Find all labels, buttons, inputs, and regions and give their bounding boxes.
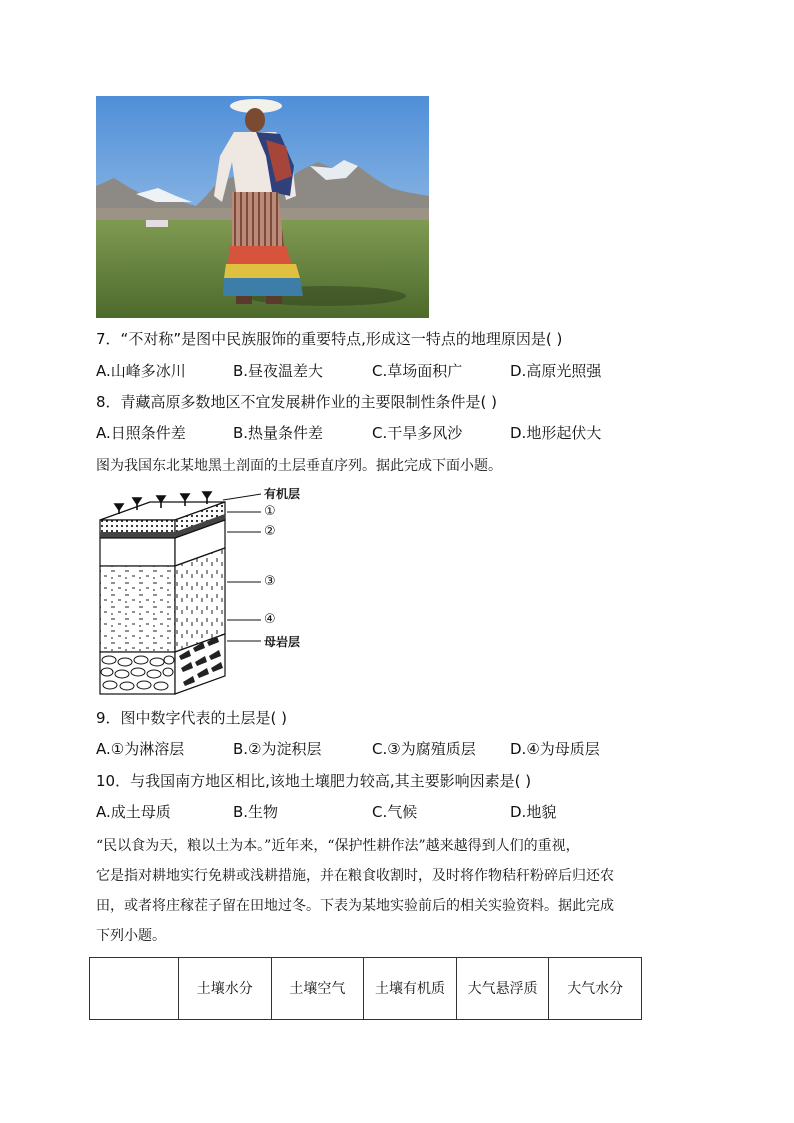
q10-option-d: D.地貌	[510, 803, 557, 821]
label-layer-2: ②	[264, 524, 276, 539]
tibetan-costume-photo	[96, 96, 429, 318]
label-layer-3: ③	[264, 574, 276, 589]
q10-option-c: C.气候	[372, 803, 418, 821]
passage-line-2: 它是指对耕地实行免耕或浅耕措施，并在粮食收割时，及时将作物秸秆粉碎后归还农	[96, 868, 614, 884]
soil-intro-text: 图为我国东北某地黑土剖面的土层垂直序列。据此完成下面小题。	[96, 458, 502, 474]
q8-option-b: B.热量条件差	[233, 424, 324, 442]
label-layer-1: ①	[264, 504, 276, 519]
label-layer-4: ④	[264, 612, 276, 627]
passage-line-1: “民以食为天，粮以土为本。”近年来，“保护性耕作法”越来越得到人们的重视，	[96, 838, 580, 854]
question-10-stem: 10．与我国南方地区相比,该地土壤肥力较高,其主要影响因素是( )	[96, 772, 532, 790]
table-header-atmospheric-moisture: 大气水分	[549, 958, 642, 1020]
q9-option-c: C.③为腐殖质层	[372, 740, 476, 758]
table-header-row	[90, 958, 642, 1020]
q9-option-d: D.④为母质层	[510, 740, 600, 758]
q8-option-d: D.地形起伏大	[510, 424, 602, 442]
q7-option-d: D.高原光照强	[510, 362, 602, 380]
q7-option-a: A.山峰多冰川	[96, 362, 186, 380]
table-header-aerosol: 大气悬浮质	[456, 958, 549, 1020]
table-header-soil-moisture: 土壤水分	[179, 958, 272, 1020]
table-header-soil-organic-matter: 土壤有机质	[364, 958, 457, 1020]
question-9-stem: 9．图中数字代表的土层是( )	[96, 709, 288, 727]
experiment-data-table	[89, 957, 642, 1020]
label-bedrock-layer: 母岩层	[264, 635, 301, 649]
question-7-stem: 7．“不对称”是图中民族服饰的重要特点,形成这一特点的地理原因是( )	[96, 330, 563, 348]
q9-option-a: A.①为淋溶层	[96, 740, 185, 758]
passage-line-4: 下列小题。	[96, 928, 166, 944]
label-organic-layer: 有机层	[264, 487, 301, 501]
q9-option-b: B.②为淀积层	[233, 740, 322, 758]
q7-option-c: C.草场面积广	[372, 362, 463, 380]
passage-line-3: 田，或者将庄稼茬子留在田地过冬。下表为某地实验前后的相关实验资料。据此完成	[96, 898, 614, 914]
q8-option-a: A.日照条件差	[96, 424, 186, 442]
q8-option-c: C.干旱多风沙	[372, 424, 463, 442]
question-8-stem: 8．青藏高原多数地区不宜发展耕作业的主要限制性条件是( )	[96, 393, 498, 411]
table-header-cell-empty	[90, 958, 179, 1020]
soil-profile-diagram	[95, 484, 315, 699]
q10-option-b: B.生物	[233, 803, 279, 821]
q10-option-a: A.成土母质	[96, 803, 171, 821]
table-header-soil-air: 土壤空气	[271, 958, 364, 1020]
q7-option-b: B.昼夜温差大	[233, 362, 324, 380]
